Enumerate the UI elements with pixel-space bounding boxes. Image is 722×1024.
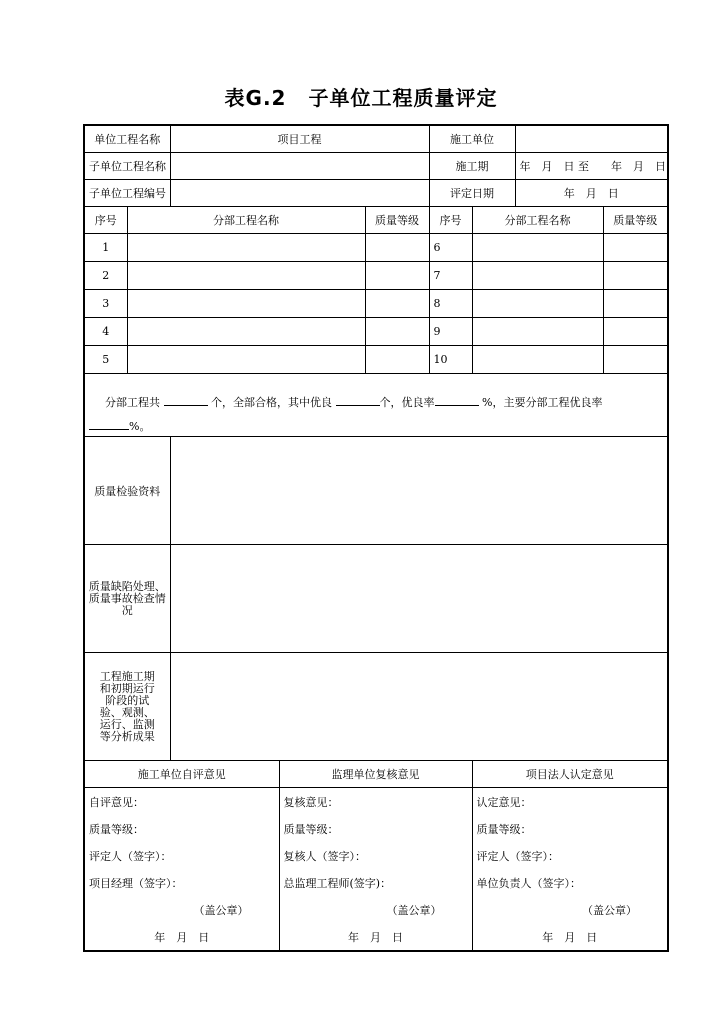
owner-opinion-header: 项目法人认定意见	[472, 761, 668, 788]
part-name-cell[interactable]	[127, 234, 365, 262]
owner-grade[interactable]: 质量等级：	[472, 815, 668, 842]
table-row	[84, 346, 668, 374]
excellent-rate-blank[interactable]	[435, 395, 479, 406]
sub-unit-name-value[interactable]	[170, 153, 429, 180]
owner-date[interactable]: 年 月 日	[472, 923, 668, 951]
sub-unit-code-label: 子单位工程编号	[84, 180, 170, 207]
part-grade-cell[interactable]	[365, 262, 429, 290]
supervisor-grade[interactable]: 质量等级：	[279, 815, 472, 842]
supervisor-opinion[interactable]: 复核意见：	[279, 788, 472, 816]
summary-cell	[84, 374, 668, 437]
summary-text-2: 个，全部合格，其中优良	[211, 395, 332, 409]
part-grade-cell[interactable]	[603, 318, 668, 346]
supervisor-stamp: （盖公章）	[279, 896, 472, 923]
col-name-left: 分部工程名称	[127, 207, 365, 234]
supervisor-date[interactable]: 年 月 日	[279, 923, 472, 951]
col-seq-right: 序号	[429, 207, 472, 234]
defects-content[interactable]	[170, 545, 668, 653]
row-seq: 10	[429, 346, 472, 374]
part-name-cell[interactable]	[472, 234, 603, 262]
inspection-label: 质量检验资料	[84, 437, 170, 545]
supervisor-signer[interactable]: 复核人（签字）：	[279, 842, 472, 869]
contractor-grade[interactable]: 质量等级：	[84, 815, 279, 842]
excellent-parts-blank[interactable]	[336, 395, 380, 406]
summary-text-3: 个，优良率	[379, 395, 435, 409]
form-number: 表G.2	[224, 86, 287, 110]
contractor-opinion[interactable]: 自评意见：	[84, 788, 279, 816]
row-seq: 3	[84, 290, 127, 318]
summary-text-4: %，主要分部工程优良率	[482, 395, 603, 409]
total-parts-blank[interactable]	[164, 395, 208, 406]
table-row	[84, 290, 668, 318]
row-seq: 9	[429, 318, 472, 346]
quality-evaluation-form	[83, 124, 669, 952]
part-grade-cell[interactable]	[603, 346, 668, 374]
part-name-cell[interactable]	[472, 346, 603, 374]
contractor-stamp: （盖公章）	[84, 896, 279, 923]
supervisor-manager[interactable]: 总监理工程师(签字)：	[279, 869, 472, 896]
part-name-cell[interactable]	[472, 290, 603, 318]
period-value[interactable]: 年 月 日 至 年 月 日	[515, 153, 668, 180]
part-grade-cell[interactable]	[365, 234, 429, 262]
row-seq: 8	[429, 290, 472, 318]
eval-date-label: 评定日期	[429, 180, 515, 207]
sub-unit-code-value[interactable]	[170, 180, 429, 207]
col-name-right: 分部工程名称	[472, 207, 603, 234]
part-grade-cell[interactable]	[603, 262, 668, 290]
contractor-signer[interactable]: 评定人（签字）：	[84, 842, 279, 869]
table-row	[84, 262, 668, 290]
period-label: 施工期	[429, 153, 515, 180]
col-grade-right: 质量等级	[603, 207, 668, 234]
col-grade-left: 质量等级	[365, 207, 429, 234]
owner-signer[interactable]: 评定人（签字）：	[472, 842, 668, 869]
owner-manager[interactable]: 单位负责人（签字）：	[472, 869, 668, 896]
part-grade-cell[interactable]	[365, 318, 429, 346]
row-seq: 1	[84, 234, 127, 262]
defects-label: 质量缺陷处理、质量事故检查情况	[84, 545, 170, 653]
sub-unit-name-label: 子单位工程名称	[84, 153, 170, 180]
part-grade-cell[interactable]	[365, 346, 429, 374]
main-excellent-rate-blank[interactable]	[89, 419, 129, 430]
part-name-cell[interactable]	[127, 290, 365, 318]
form-title: 子单位工程质量评定	[308, 86, 498, 110]
part-name-cell[interactable]	[127, 262, 365, 290]
row-seq: 6	[429, 234, 472, 262]
unit-name-value[interactable]: 项目工程	[170, 125, 429, 153]
summary-text-5: %。	[129, 419, 151, 433]
page-title	[0, 82, 722, 111]
row-seq: 4	[84, 318, 127, 346]
contractor-label: 施工单位	[429, 125, 515, 153]
part-name-cell[interactable]	[472, 262, 603, 290]
contractor-opinion-header: 施工单位自评意见	[84, 761, 279, 788]
summary-text-1: 分部工程共	[105, 395, 160, 409]
table-row	[84, 318, 668, 346]
contractor-manager[interactable]: 项目经理（签字）：	[84, 869, 279, 896]
part-name-cell[interactable]	[127, 318, 365, 346]
unit-name-label: 单位工程名称	[84, 125, 170, 153]
owner-opinion[interactable]: 认定意见：	[472, 788, 668, 816]
row-seq: 5	[84, 346, 127, 374]
owner-stamp: （盖公章）	[472, 896, 668, 923]
part-name-cell[interactable]	[127, 346, 365, 374]
part-grade-cell[interactable]	[603, 234, 668, 262]
part-name-cell[interactable]	[472, 318, 603, 346]
tests-label: 工程施工期和初期运行阶段的试验、观测、运行、监测等分析成果	[84, 653, 170, 761]
tests-content[interactable]	[170, 653, 668, 761]
col-seq-left: 序号	[84, 207, 127, 234]
supervisor-opinion-header: 监理单位复核意见	[279, 761, 472, 788]
eval-date-value[interactable]: 年 月 日	[515, 180, 668, 207]
row-seq: 7	[429, 262, 472, 290]
row-seq: 2	[84, 262, 127, 290]
part-grade-cell[interactable]	[365, 290, 429, 318]
part-grade-cell[interactable]	[603, 290, 668, 318]
contractor-value[interactable]	[515, 125, 668, 153]
table-row	[84, 234, 668, 262]
contractor-date[interactable]: 年 月 日	[84, 923, 279, 951]
inspection-content[interactable]	[170, 437, 668, 545]
